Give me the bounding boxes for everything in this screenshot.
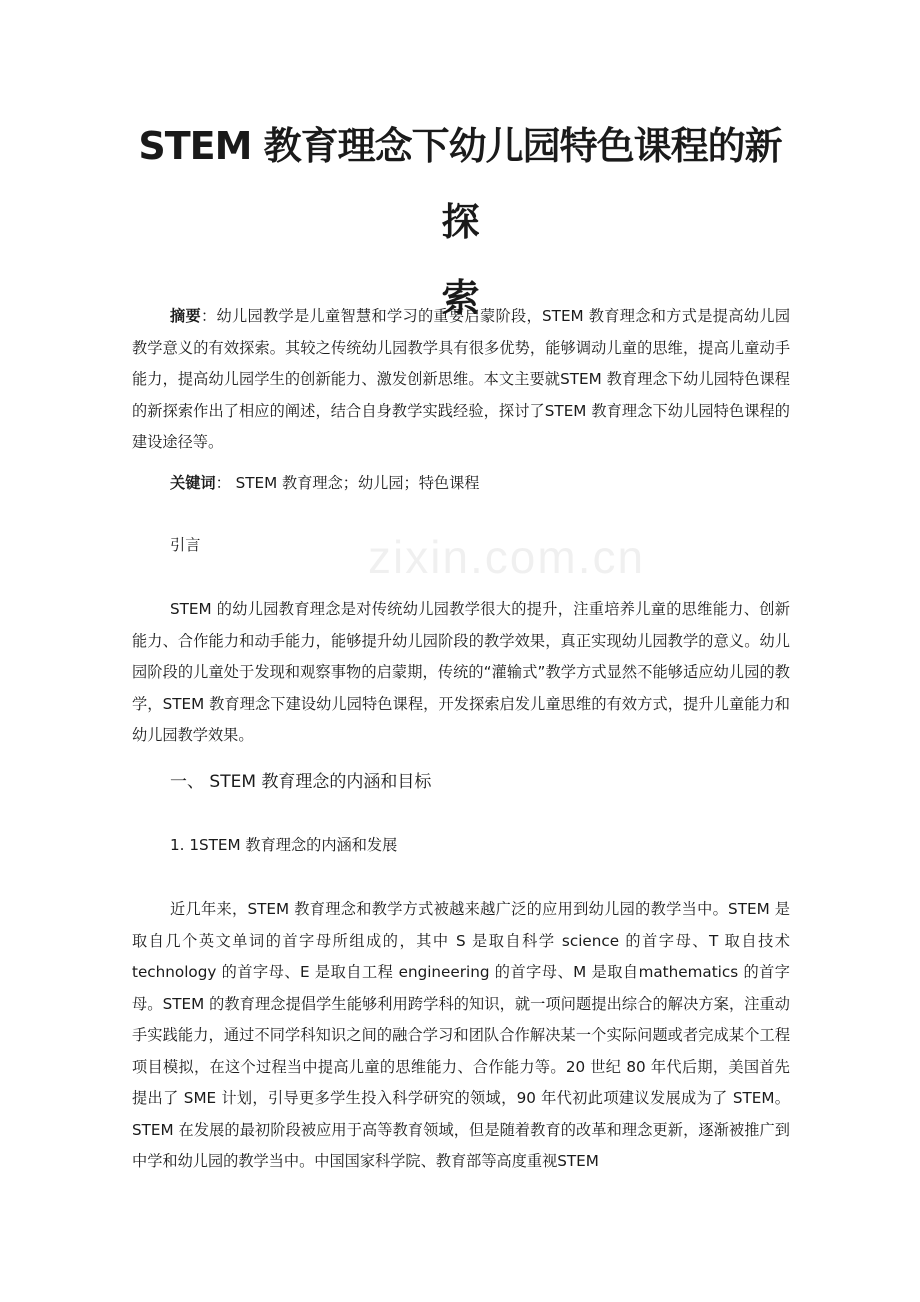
section-1-heading: 一、 STEM 教育理念的内涵和目标 (170, 772, 432, 792)
title-line-1: STEM 教育理念下幼儿园特色课程的新探 (138, 124, 782, 244)
abstract-text: ：幼儿园教学是儿童智慧和学习的重要启蒙阶段，STEM 教育理念和方式是提高幼儿园教学意义的有效探索。其较之传统幼儿园教学具有很多优势，能够调动儿童的思维，提高儿童动手能力，提高幼儿园学生的创新能力、激发创新思维。本文主要就STEM 教育理念下幼儿园特色课程的新探索作出了相应的阐述，结合自身教学实践经验，探讨了STEM 教育理念下幼儿园特色课程的建设途径等。 (132, 307, 791, 451)
intro-heading: 引言 (170, 536, 201, 554)
intro-body: STEM 的幼儿园教育理念是对传统幼儿园教学很大的提升，注重培养儿童的思维能力、创新能力、合作能力和动手能力，能够提升幼儿园阶段的教学效果，真正实现幼儿园教学的意义。幼儿园阶段的儿童处于发现和观察事物的启蒙期，传统的“灌输式”教学方式显然不能够适应幼儿园的教学，STEM 教育理念下建设幼儿园特色课程，开发探索启发儿童思维的有效方式，提升儿童能力和幼儿园教学效果。 (132, 600, 790, 744)
abstract-label: 摘要 (170, 307, 202, 325)
watermark: zixin.com.cn (368, 531, 646, 583)
keywords-paragraph (132, 468, 790, 500)
keywords-text: ： STEM 教育理念；幼儿园；特色课程 (215, 474, 480, 492)
section-1-1-body: 近几年来，STEM 教育理念和教学方式被越来越广泛的应用到幼儿园的教学当中。STEM 是取自几个英文单词的首字母所组成的，其中 S 是取自科学 science 的首字母、T 取自技术 technology 的首字母、E 是取自工程 engineering 的首字母、M 是取自mathematics 的首字母。STEM 的教育理念提倡学生能够利用跨学科的知识，就一项问题提出综合的解决方案，注重动手实践能力，通过不同学科知识之间的融合学习和团队合作解决某一个实际问题或者完成某个工程项目模拟，在这个过程当中提高儿童的思维能力、合作能力等。20 世纪 80 年代后期，美国首先提出了 SME 计划，引导更多学生投入科学研究的领域，90 年代初此项建议发展成为了 STEM。STEM 在发展的最初阶段被应用于高等教育领域，但是随着教育的改革和理念更新，逐渐被推广到中学和幼儿园的教学当中。中国国家科学院、教育部等高度重视STEM (132, 900, 790, 1170)
abstract-paragraph (132, 301, 790, 459)
keywords-label: 关键词 (170, 474, 216, 492)
title-line-2: 索 (441, 276, 479, 320)
subsection-1-1-heading: 1. 1STEM 教育理念的内涵和发展 (170, 836, 398, 854)
